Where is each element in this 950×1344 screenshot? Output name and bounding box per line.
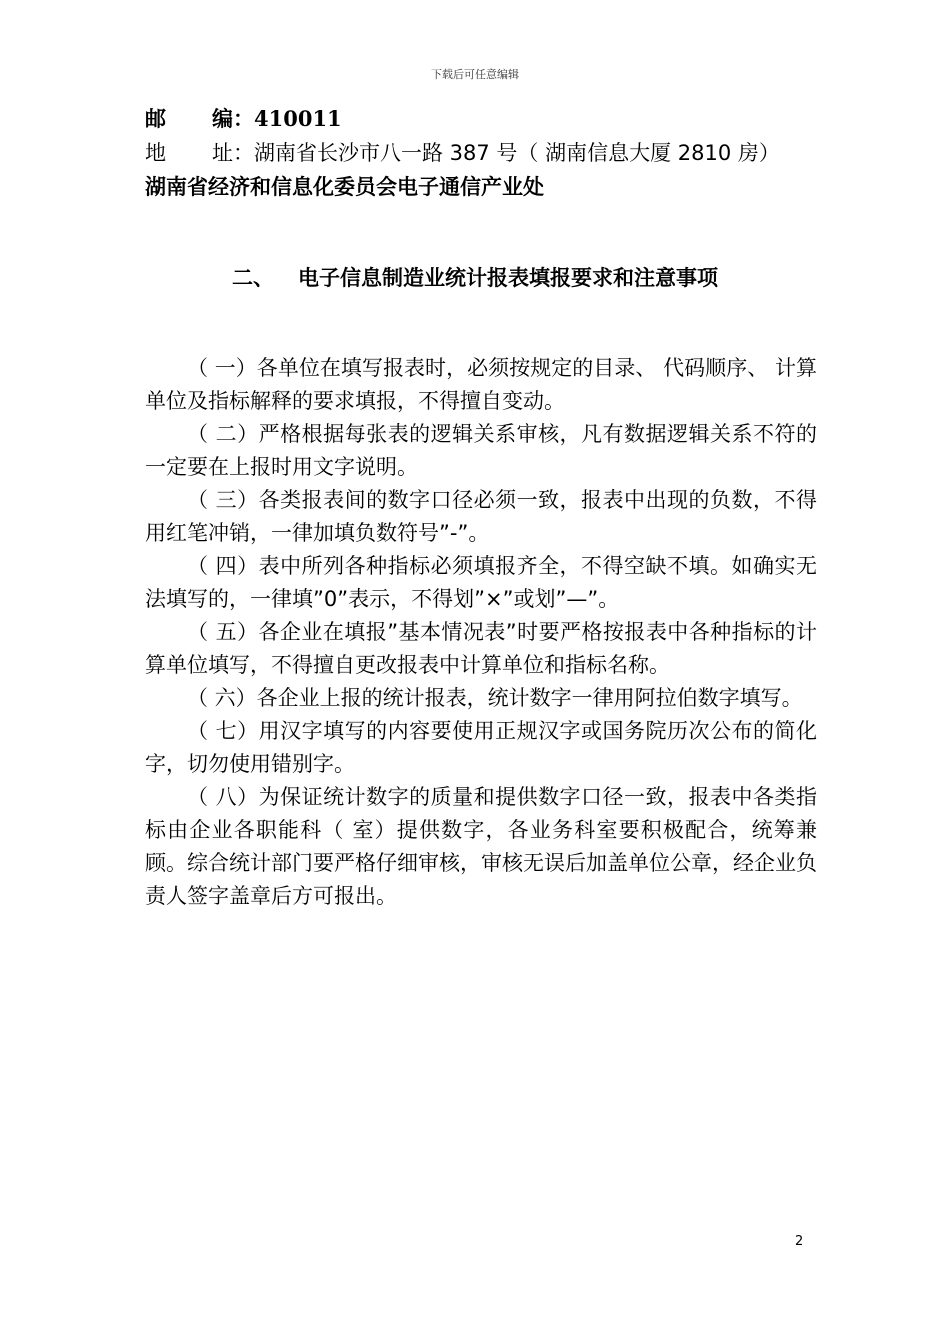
section-title: 电子信息制造业统计报表填报要求和注意事项 xyxy=(298,266,718,290)
requirement-item: （ 五）各企业在填报”基本情况表”时要严格按报表中各种指标的计算单位填写，不得擅自更改报表中计算单位和指标名称。 xyxy=(145,620,817,677)
postcode-value: 410011 xyxy=(254,106,342,131)
requirement-item: （ 二）严格根据每张表的逻辑关系审核，凡有数据逻辑关系不符的一定要在上报时用文字说明。 xyxy=(145,422,817,479)
address-value: 湖南省长沙市八一路 387 号（ 湖南信息大厦 2810 房） xyxy=(254,141,780,165)
organization-name: 湖南省经济和信息化委员会电子通信产业处 xyxy=(145,175,544,199)
address-label-1: 地 xyxy=(145,141,166,165)
requirement-item: （ 三）各类报表间的数字口径必须一致，报表中出现的负数，不得用红笔冲销，一律加填负数符号”-”。 xyxy=(145,488,817,545)
requirement-item: （ 四）表中所列各种指标必须填报齐全，不得空缺不填。如确实无法填写的，一律填”0”表示，不得划”×”或划”—”。 xyxy=(145,554,817,611)
header-note: 下载后可任意编辑 xyxy=(431,68,519,81)
requirements-list xyxy=(145,352,817,913)
requirement-item: （ 八）为保证统计数字的质量和提供数字口径一致，报表中各类指标由企业各职能科（ 室）提供数字，各业务科室要积极配合，统筹兼顾。综合统计部门要严格仔细审核，审核无误后加盖单位公章，经企业负责人签字盖章后方可报出。 xyxy=(145,785,817,908)
requirement-item: （ 一）各单位在填写报表时，必须按规定的目录、 代码顺序、 计算单位及指标解释的要求填报，不得擅自变动。 xyxy=(145,356,817,413)
requirement-item: （ 六）各企业上报的统计报表，统计数字一律用阿拉伯数字填写。 xyxy=(187,686,803,710)
address-line xyxy=(145,137,780,167)
section-number: 二、 xyxy=(232,266,274,290)
postcode-label-1: 邮 xyxy=(145,107,166,131)
page-number: 2 xyxy=(795,1234,804,1249)
section-heading xyxy=(0,262,950,292)
requirement-item: （ 七）用汉字填写的内容要使用正规汉字或国务院历次公布的简化字，切勿使用错别字。 xyxy=(145,719,817,776)
address-label-2: 址： xyxy=(212,141,254,165)
postcode-label-2: 编： xyxy=(212,107,254,131)
postcode-line xyxy=(145,103,342,133)
